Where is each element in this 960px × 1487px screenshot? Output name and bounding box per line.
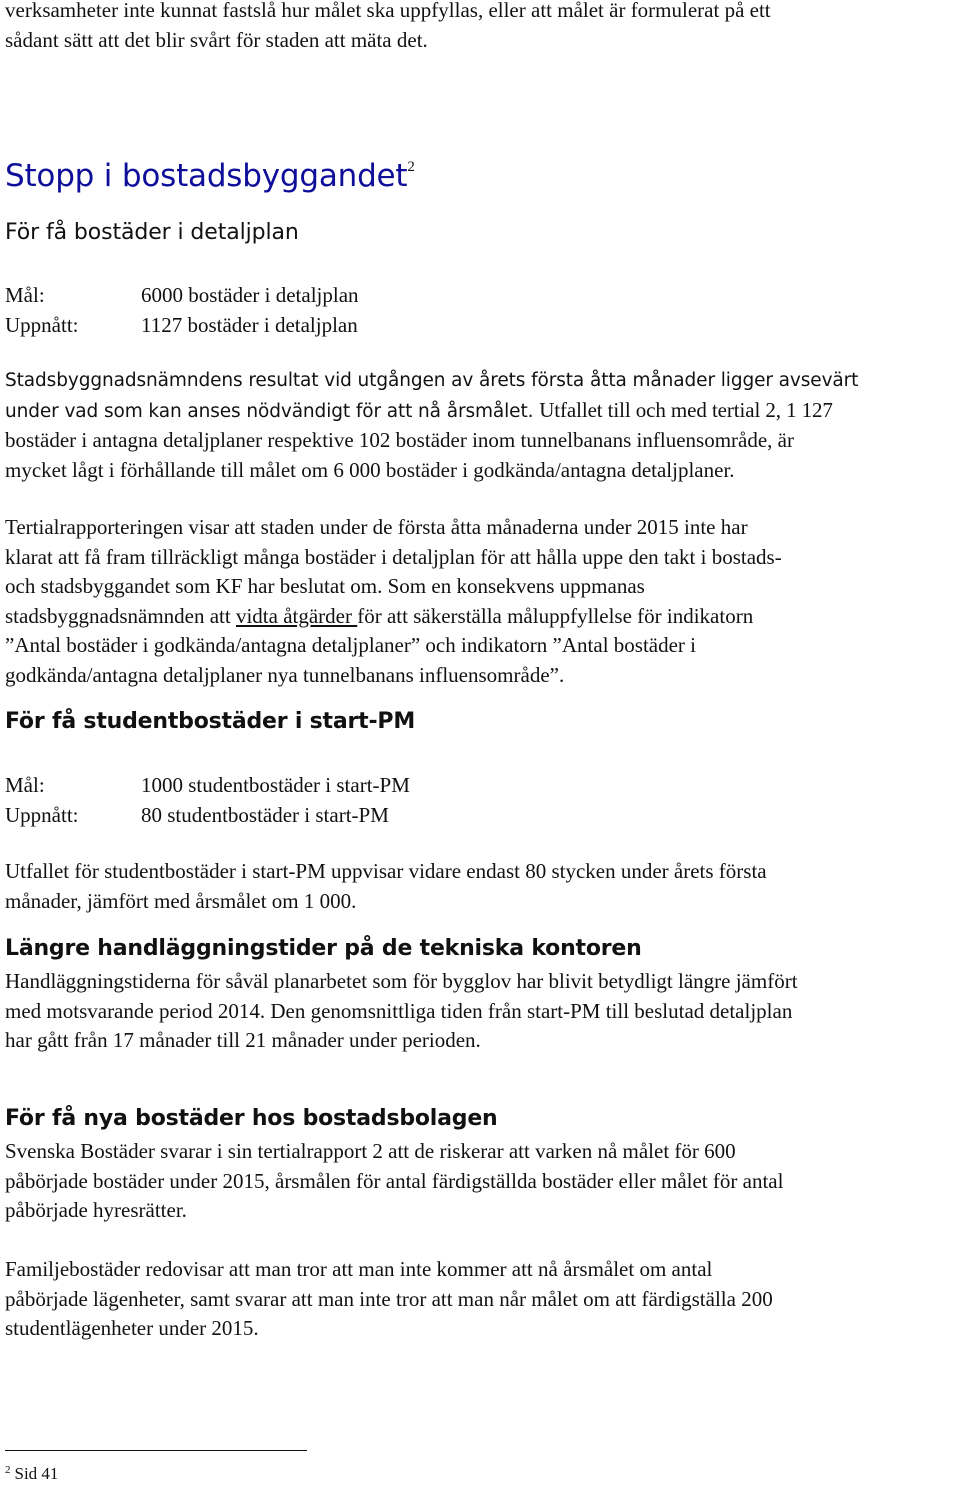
text-line-part: under vad som kan anses nödvändigt för att nå årsmålet. xyxy=(5,400,534,422)
goal-value: 6000 bostäder i detaljplan xyxy=(141,283,359,307)
svenska-bostader-paragraph xyxy=(5,1137,783,1226)
text-line: Tertialrapporteringen visar att staden under de första åtta månaderna under 2015 inte har xyxy=(5,515,748,539)
text-line: har gått från 17 månader till 21 månader under perioden. xyxy=(5,1028,481,1053)
subsection-title: För få nya bostäder hos bostadsbolagen xyxy=(5,1106,498,1131)
achieved-value: 1127 bostäder i detaljplan xyxy=(141,312,358,337)
text-line xyxy=(5,396,858,427)
text-line: påbörjade lägenheter, samt svarar att man inte tror att man når målet om att färdigställa 200 xyxy=(5,1286,773,1311)
footnote-reference: 2 xyxy=(407,158,415,175)
section-heading xyxy=(5,158,415,194)
achieved-value: 80 studentbostäder i start-PM xyxy=(141,802,389,827)
text-line: Stadsbyggnadsnämndens resultat vid utgången av årets första åtta månader ligger avsevärt xyxy=(5,370,859,391)
text-line: Utfallet för studentbostäder i start-PM uppvisar vidare endast 80 stycken under årets första xyxy=(5,859,767,883)
text-line xyxy=(5,602,782,632)
text-line: verksamheter inte kunnat fastslå hur målet ska uppfyllas, eller att målet är formulerat på ett xyxy=(5,0,771,22)
goal-label: Mål: xyxy=(5,773,45,797)
text-line: med motsvarande period 2014. Den genomsnittliga tiden från start-PM till beslutad detaljplan xyxy=(5,998,793,1023)
intro-paragraph xyxy=(5,0,771,55)
text-line: studentlägenheter under 2015. xyxy=(5,1316,259,1341)
text-line: godkända/antagna detaljplaner nya tunnelbanans influensområde”. xyxy=(5,662,565,687)
familjebostader-paragraph xyxy=(5,1255,773,1344)
goal-achieved-table xyxy=(5,281,359,340)
achieved-label: Uppnått: xyxy=(5,312,79,337)
section-title: Stopp i bostadsbyggandet xyxy=(5,158,408,194)
text-line-part: stadsbyggnadsnämnden att xyxy=(5,603,236,628)
text-line: bostäder i antagna detaljplaner respektive 102 bostäder inom tunnelbanans influensområde, är xyxy=(5,428,794,453)
text-line: ”Antal bostäder i godkända/antagna detaljplaner” och indikatorn ”Antal bostäder i xyxy=(5,633,697,658)
processing-times-paragraph xyxy=(5,967,798,1056)
text-line-part: Utfallet till och med tertial 2, 1 127 xyxy=(539,397,833,422)
footnote-text: Sid 41 xyxy=(14,1464,59,1483)
text-line: påbörjade hyresrätter. xyxy=(5,1198,187,1223)
goal-value: 1000 studentbostäder i start-PM xyxy=(141,773,410,797)
text-line: klarat att få fram tillräckligt många bostäder i detaljplan för att hålla uppe den takt i bostads- xyxy=(5,544,782,569)
footnote-marker: 2 xyxy=(5,1464,11,1476)
text-line: Svenska Bostäder svarar i sin tertialrapport 2 att de riskerar att varken nå målet för 600 xyxy=(5,1139,736,1163)
goal-achieved-table xyxy=(5,771,410,830)
footnote xyxy=(5,1464,58,1486)
achieved-label: Uppnått: xyxy=(5,802,79,827)
text-line: sådant sätt att det blir svårt för staden att mäta det. xyxy=(5,27,428,52)
text-line: Handläggningstiderna för såväl planarbetet som för bygglov har blivit betydligt längre jämfört xyxy=(5,969,798,993)
underlined-phrase: vidta åtgärder xyxy=(235,603,358,628)
student-housing-paragraph xyxy=(5,857,767,916)
text-line-part: för att säkerställa måluppfyllelse för indikatorn xyxy=(357,603,754,628)
text-line: mycket lågt i förhållande till målet om 6 000 bostäder i godkända/antagna detaljplaner. xyxy=(5,457,735,482)
footnote-divider xyxy=(5,1450,307,1451)
analysis-paragraph xyxy=(5,513,782,691)
goal-label: Mål: xyxy=(5,283,45,307)
result-paragraph xyxy=(5,366,858,485)
text-line: påbörjade bostäder under 2015, årsmålen för antal färdigställda bostäder eller målet för antal xyxy=(5,1168,784,1193)
subsection-title: För få studentbostäder i start-PM xyxy=(5,709,416,734)
text-line: Familjebostäder redovisar att man tror att man inte kommer att nå årsmålet om antal xyxy=(5,1257,713,1281)
subsection-title: Längre handläggningstider på de tekniska kontoren xyxy=(5,936,642,961)
subsection-title: För få bostäder i detaljplan xyxy=(5,220,299,245)
text-line: och stadsbyggandet som KF har beslutat om. Som en konsekvens uppmanas xyxy=(5,574,645,599)
text-line: månader, jämfört med årsmålet om 1 000. xyxy=(5,888,357,913)
